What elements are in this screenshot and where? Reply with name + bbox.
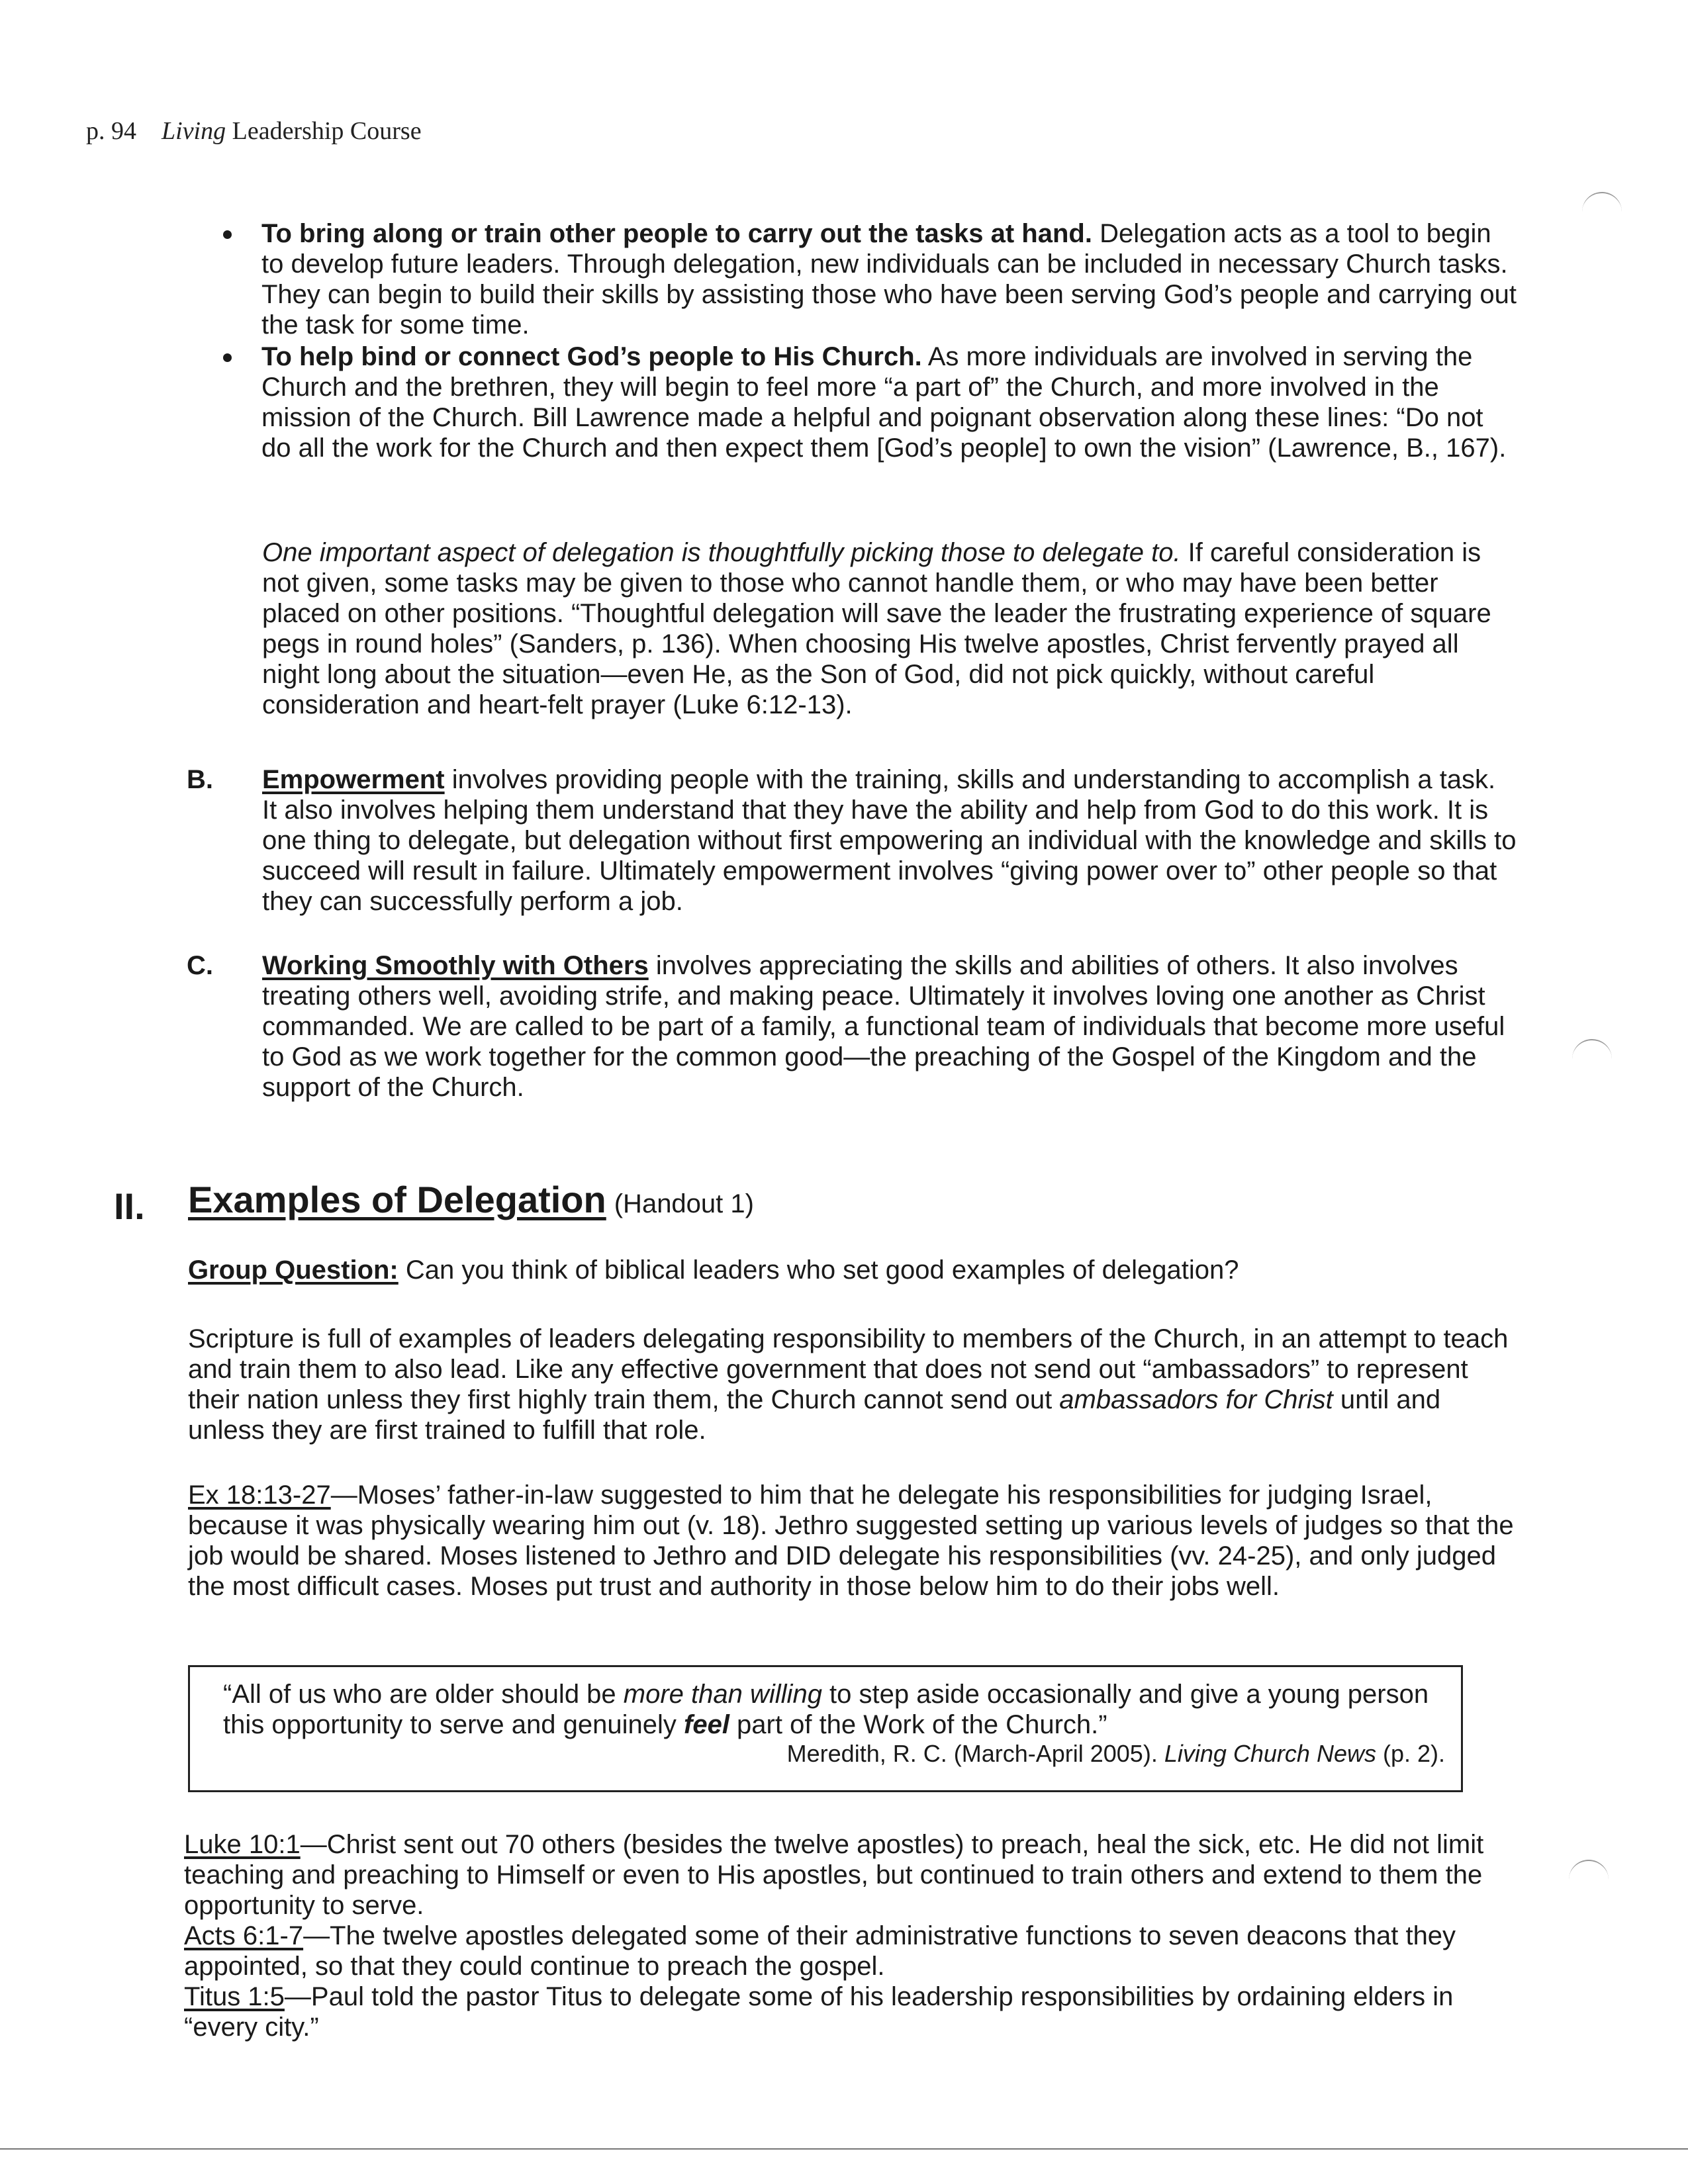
section-title: Examples of Delegation [188,1179,606,1220]
delegation-paragraph [262,537,1517,720]
section-heading [188,1178,754,1221]
exodus-text: —Moses’ father-in-law suggested to him that he delegate his responsibilities for judging Israel, because it was physically wearing him out (v. 18). Jethro suggested setting up various levels of judges so that the job would be shared. Moses listened to Jethro and DID delegate his responsibilities (vv. 24-25), and only judged the most difficult cases. Moses put trust and authority in those below him to do their jobs well. [188,1480,1514,1601]
citation-italic: Living Church News [1164,1740,1376,1767]
quote-part: to step aside occasionally and give a young person this opportunity to serve and genuinely [223,1680,1429,1739]
section-subtitle: (Handout 1) [614,1189,754,1218]
group-question [188,1255,1519,1285]
scan-artifact [1572,1039,1612,1060]
reference-text: —The twelve apostles delegated some of their administrative functions to seven deacons that they appointed, so that they could continue to preach the gospel. [184,1921,1456,1981]
reference-link: Luke 10:1 [184,1830,301,1859]
page-header [86,116,422,146]
quote-citation [787,1740,1445,1768]
quote-part: “All of us who are older should be [223,1680,624,1709]
reference-link: Titus 1:5 [184,1982,285,2011]
delegation-italic: One important aspect of delegation is thoughtfully picking those to delegate to. [262,538,1181,567]
quote-box [188,1665,1463,1792]
bullet-text: Delegation acts as a tool to begin to develop future leaders. Through delegation, new individuals can be included in necessary Church tasks. They can begin to build their skills by assisting those who have been serving God’s people and carrying out the task for some time. [261,219,1517,340]
reference-link: Acts 6:1-7 [184,1921,304,1950]
exodus-ref: Ex 18:13-27 [188,1480,331,1510]
empowerment-term: Empowerment [262,765,445,794]
point-b-paragraph [262,764,1517,917]
reference-text: —Christ sent out 70 others (besides the twelve apostles) to preach, heal the sick, etc. He did not limit teaching and preaching to Himself or even to His apostles, but continued to train others and extend to them the opportunity to serve. [184,1830,1484,1920]
citation-end: (p. 2). [1376,1740,1445,1767]
quote-italic: more than willing [623,1680,822,1709]
bullet-item-bind [261,341,1519,463]
section-numeral: II. [114,1185,145,1227]
quote-bold-italic: feel [684,1710,729,1739]
reference-luke [184,1829,1519,1921]
page-number: p. 94 [86,117,136,145]
scripture-paragraph [188,1324,1519,1445]
group-question-label: Group Question: [188,1255,399,1285]
point-c-text: involves appreciating the skills and abilities of others. It also involves treating others well, avoiding strife, and making peace. Ultimately it involves loving one another as Christ commanded. We are called to be part of a family, a functional team of individuals that become more useful to God as we work together for the common good—the preaching of the Gospel of the Kingdom and the support of the Church. [262,951,1505,1102]
course-title-rest: Leadership Course [226,117,422,145]
group-question-text: Can you think of biblical leaders who set good examples of delegation? [398,1255,1239,1285]
bullet-item-train [261,218,1519,340]
bullet-text: As more individuals are involved in serving the Church and the brethren, they will begin to feel more “a part of” the Church, and more involved in the mission of the Church. Bill Lawrence made a helpful and poignant observation along these lines: “Do not do all the work for the Church and then expect them [God’s people] to own the vision” (Lawrence, B., 167). [261,342,1507,463]
scan-artifact [1569,1860,1609,1881]
bullet-lead: To help bind or connect God’s people to His Church. [261,342,922,371]
reference-text: —Paul told the pastor Titus to delegate some of his leadership responsibilities by ordaining elders in “every city.” [184,1982,1454,2042]
exodus-paragraph [188,1480,1519,1602]
course-title-italic: Living [162,117,226,145]
scripture-italic: ambassadors for Christ [1059,1385,1333,1414]
point-c-letter: C. [187,951,213,980]
point-b-letter: B. [187,765,213,794]
reference-acts [184,1921,1519,1981]
bottom-rule [0,2148,1688,2150]
scripture-text-2: until and unless they are first trained to fulfill that role. [188,1385,1441,1445]
bullet-list [261,218,1519,465]
point-b-text: involves providing people with the training, skills and understanding to accomplish a task. It also involves helping them understand that they have the ability and help from God to do this work. It is one thing to delegate, but delegation without first empowering an individual with the knowledge and skills to succeed will result in failure. Ultimately empowerment involves “giving power over to” other people so that they can successfully perform a job. [262,765,1517,916]
point-c-paragraph [262,950,1517,1103]
citation-text: Meredith, R. C. (March-April 2005). [786,1740,1164,1767]
scripture-references [184,1829,1519,2042]
quote-text [223,1679,1434,1740]
scripture-text-1: Scripture is full of examples of leaders delegating responsibility to members of the Church, in an attempt to teach and train them to also lead. Like any effective government that does not send out “ambassadors” to represent their nation unless they first highly train them, the Church cannot send out [188,1324,1509,1414]
working-smoothly-term: Working Smoothly with Others [262,951,649,980]
scan-artifact [1582,192,1622,213]
quote-part: part of the Work of the Church.” [729,1710,1107,1739]
delegation-text: If careful consideration is not given, some tasks may be given to those who cannot handle them, or who may have been better placed on other positions. “Thoughtful delegation will save the leader the frustrating experience of square pegs in round holes” (Sanders, p. 136). When choosing His twelve apostles, Christ fervently prayed all night long about the situation—even He, as the Son of God, did not pick quickly, without careful consideration and heart-felt prayer (Luke 6:12-13). [262,538,1491,719]
bullet-lead: To bring along or train other people to carry out the tasks at hand. [261,219,1092,248]
reference-titus [184,1981,1519,2042]
